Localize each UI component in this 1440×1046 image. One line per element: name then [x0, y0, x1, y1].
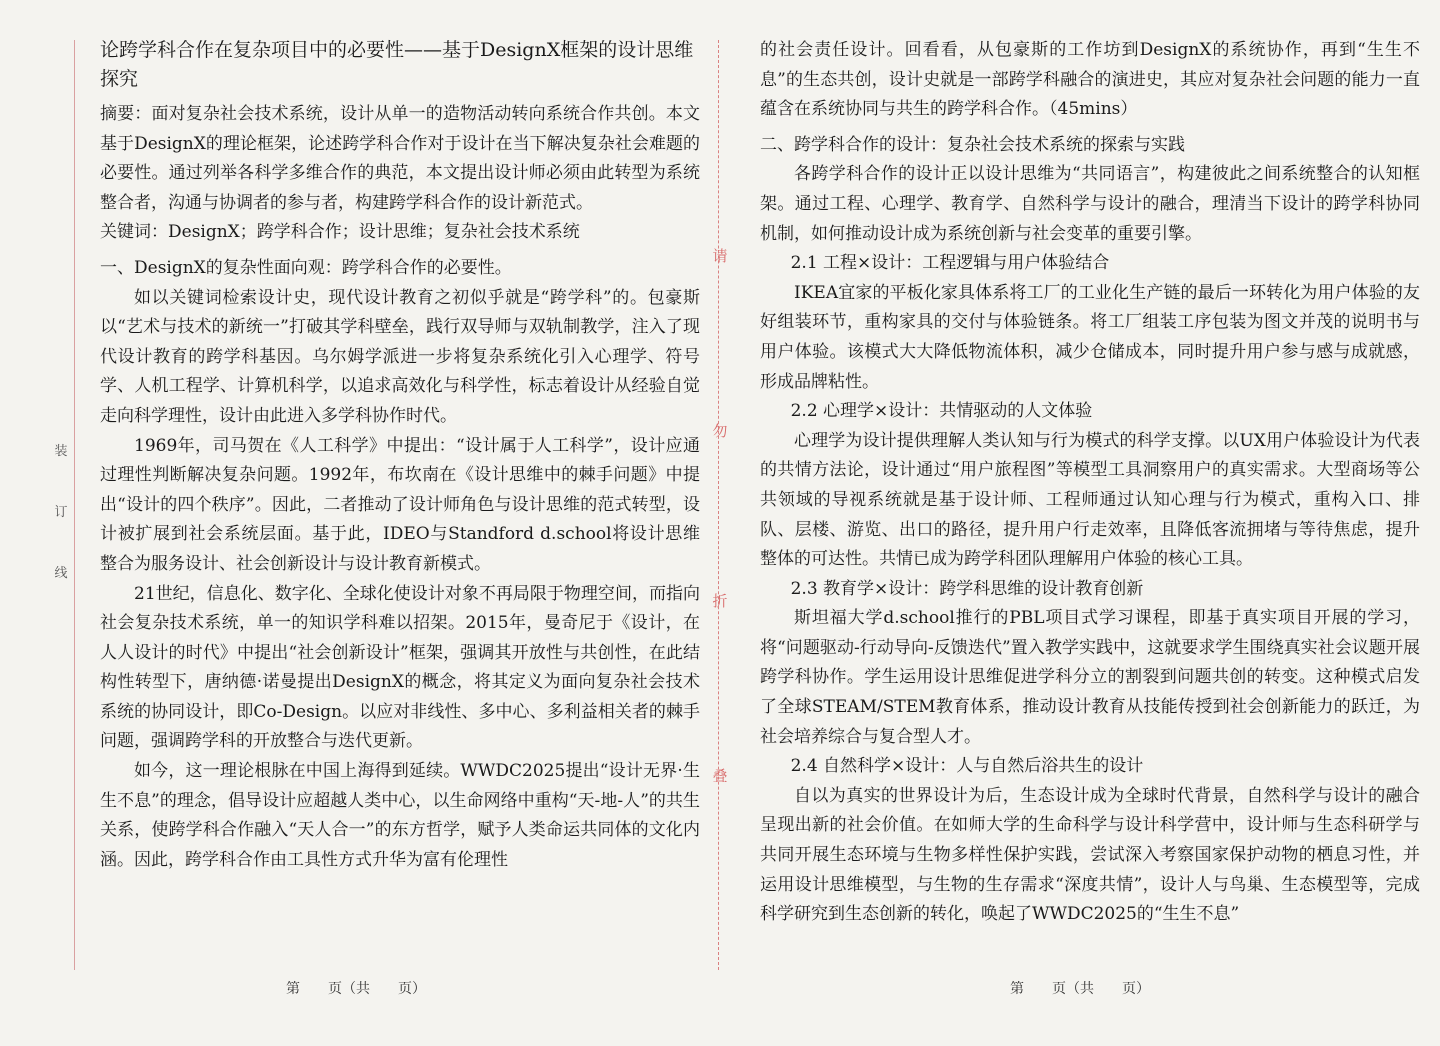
page-number-footer-right: 第 页（共 页）	[1010, 981, 1150, 997]
paragraph: 21世纪，信息化、数字化、全球化使设计对象不再局限于物理空间，而指向社会复杂技术系统，单一的知识学科难以招架。2015年，曼奇尼于《设计，在人人设计的时代》中提出“社会创新设计”框架，强调其开放性与共创性，在此结构性转型下，唐纳德·诺曼提出DesignX的概念，将其定义为面向复杂社会技术系统的协同设计，即Co-Design。以应对非线性、多中心、多利益相关者的棘手问题，强调跨学科的开放整合与迭代更新。	[100, 583, 700, 752]
subsection-heading: 2.1 工程×设计：工程逻辑与用户体验结合	[790, 253, 1110, 274]
fold-char: 折	[712, 592, 728, 610]
binding-line-label	[52, 440, 70, 623]
paragraph: 自以为真实的世界设计为后，生态设计成为全球时代背景，自然科学与设计的融合呈现出新的社会价值。在如师大学的生命科学与设计科学营中，设计师与生态科研学与共同开展生态环境与生物多样性保护实践，尝试深入考察国家保护动物的栖息习性，并运用设计思维模型，与生物的生存需求“深度共情”，设计人与鸟巢、生态模型等，完成科学研究到生态创新的转化，唤起了WWDC2025的“生生不息”	[760, 785, 1420, 925]
fold-char: 勿	[712, 422, 728, 440]
abstract-text: 面对复杂社会技术系统，设计从单一的造物活动转向系统合作共创。本文基于DesignX的理论框架，论述跨学科合作对于设计在当下解决复杂社会难题的必要性。通过列举各科学多维合作的典范，本文提出设计师必须由此转型为系统整合者，沟通与协调者的参与者，构建跨学科合作的设计新范式。	[100, 104, 701, 213]
paragraph: 1969年，司马贺在《人工科学》中提出：“设计属于人工科学”，设计应通过理性判断解决复杂问题。1992年，布坎南在《设计思维中的棘手问题》中提出“设计的四个秩序”。因此，二者推动了设计师角色与设计思维的范式转型，设计被扩展到社会系统层面。基于此，IDEO与Standford d.school将设计思维整合为服务设计、社会创新设计与设计教育新模式。	[100, 435, 700, 574]
binding-char: 线	[54, 566, 68, 581]
subsection-heading: 2.2 心理学×设计：共情驱动的人文体验	[790, 401, 1093, 422]
keywords-text: DesignX；跨学科合作；设计思维；复杂社会技术系统	[168, 222, 580, 243]
essay-title: 论跨学科合作在复杂项目中的必要性——基于DesignX框架的设计思维探究	[100, 39, 694, 90]
right-page-column	[760, 36, 1420, 930]
section-2-heading: 二、跨学科合作的设计：复杂社会技术系统的探索与实践	[760, 134, 1185, 155]
paragraph: 如今，这一理论根脉在中国上海得到延续。WWDC2025提出“设计无界·生生不息”的理念，倡导设计应超越人类中心，以生命网络中重构“天-地-人”的共生关系，使跨学科合作融入“天人合一”的东方哲学，赋予人类命运共同体的文化内涵。因此，跨学科合作由工具性方式升华为富有伦理性	[100, 761, 700, 870]
paragraph: 心理学为设计提供理解人类认知与行为模式的科学支撑。以UX用户体验设计为代表的共情方法论，设计通过“用户旅程图”等模型工具洞察用户的真实需求。大型商场等公共领域的导视系统就是基于设计师、工程师通过认知心理与行为模式，重构入口、排队、层楼、游览、出口的路径，提升用户行走效率，且降低客流拥堵与等待焦虑，提升整体的可达性。共情已成为跨学科团队理解用户体验的核心工具。	[760, 430, 1420, 570]
paragraph: 各跨学科合作的设计正以设计思维为“共同语言”，构建彼此之间系统整合的认知框架。通过工程、心理学、教育学、自然科学与设计的融合，理清当下设计的跨学科协同机制，如何推动设计成为系统创新与社会变革的重要引擎。	[760, 164, 1420, 244]
paragraph: IKEA宜家的平板化家具体系将工厂的工业化生产链的最后一环转化为用户体验的友好组装环节，重构家具的交付与体验链条。将工厂组装工序包装为图文并茂的说明书与用户体验。该模式大大降低物流体积，减少仓储成本，同时提升用户参与感与成就感，形成品牌粘性。	[760, 282, 1420, 392]
paragraph: 如以关键词检索设计史，现代设计教育之初似乎就是“跨学科”的。包豪斯以“艺术与技术的新统一”打破其学科壁垒，践行双导师与双轨制教学，注入了现代设计教育的跨学科基因。乌尔姆学派进一步将复杂系统化引入心理学、符号学、人机工程学、计算机科学，以追求高效化与科学性，标志着设计从经验自觉走向科学理性，设计由此进入多学科协作时代。	[100, 287, 700, 426]
abstract-label: 摘要：	[100, 104, 152, 124]
fold-line	[718, 40, 719, 970]
fold-char: 请	[712, 247, 728, 265]
paragraph-continued: 的社会责任设计。回看看，从包豪斯的工作坊到DesignX的系统协作，再到“生生不息”的生态共创，设计史就是一部跨学科融合的演进史，其应对复杂社会问题的能力一直蕴含在系统协同与共生的跨学科合作。（45mins）	[760, 40, 1420, 120]
left-page-column	[100, 36, 700, 875]
keywords-label: 关键词：	[100, 222, 168, 243]
abstract	[100, 100, 700, 218]
subsection-heading: 2.3 教育学×设计：跨学科思维的设计教育创新	[790, 578, 1144, 599]
paragraph: 斯坦福大学d.school推行的PBL项目式学习课程，即基于真实项目开展的学习，将“问题驱动-行动导向-反馈迭代”置入教学实践中，这就要求学生围绕真实社会议题开展跨学科协作。学生运用设计思维促进学科分立的割裂到问题共创的转变。这种模式启发了全球STEAM/STEM教育体系，推动设计教育从技能传授到社会创新能力的跃迁，为社会培养综合与复合型人才。	[760, 608, 1420, 747]
fold-char: 叠	[712, 767, 728, 785]
binding-char: 订	[54, 505, 68, 520]
binding-char: 装	[54, 444, 68, 459]
left-margin-line	[74, 40, 75, 970]
subsection-heading: 2.4 自然科学×设计：人与自然后浴共生的设计	[790, 756, 1144, 777]
keywords	[100, 218, 700, 248]
section-1-heading: 一、DesignX的复杂性面向观：跨学科合作的必要性。	[100, 257, 512, 278]
page-number-footer-left: 第 页（共 页）	[286, 981, 426, 997]
